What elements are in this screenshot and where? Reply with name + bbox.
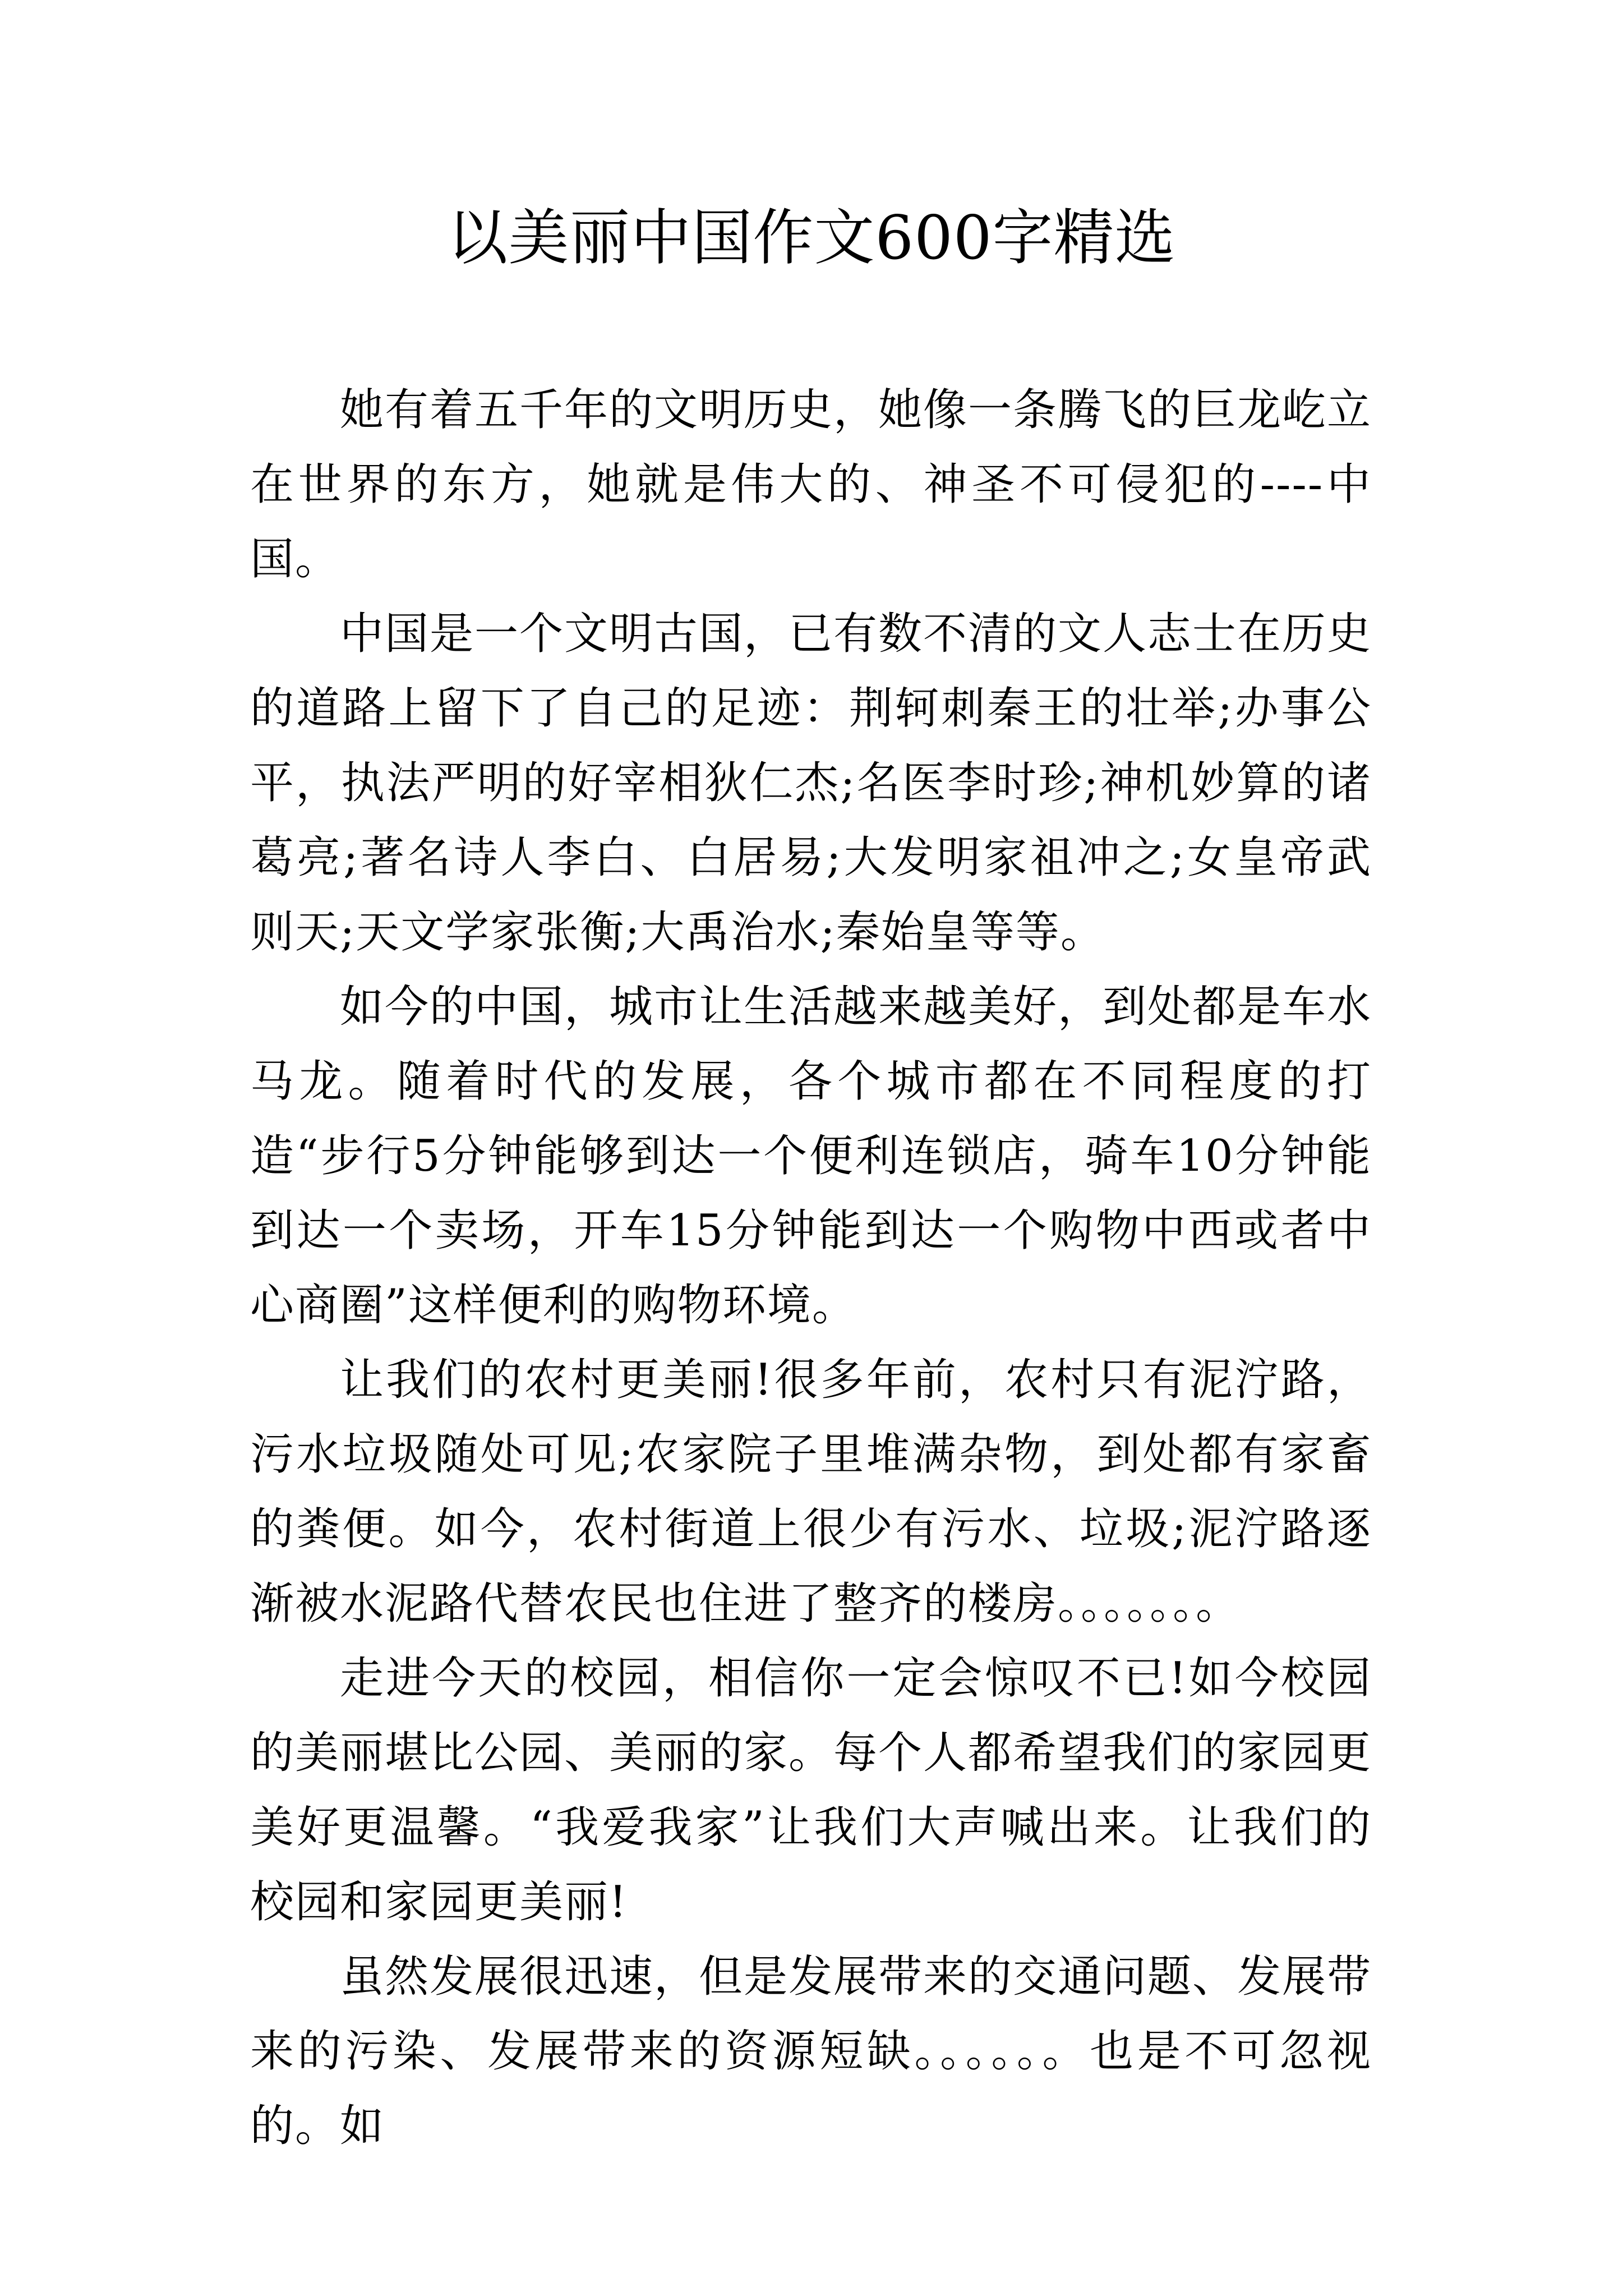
paragraph-2: 中国是一个文明古国，已有数不清的文人志士在历史的道路上留下了自己的足迹：荆轲刺秦王的壮举;办事公平，执法严明的好宰相狄仁杰;名医李时珍;神机妙算的诸葛亮;著名诗人李白、白居易;大发明家祖冲之;女皇帝武则天;天文学家张衡;大禹治水;秦始皇等等。: [250, 609, 1372, 958]
document-title: 以美丽中国作文600字精选: [447, 203, 1176, 273]
paragraph-4: 让我们的农村更美丽!很多年前，农村只有泥泞路，污水垃圾随处可见;农家院子里堆满杂物，到处都有家畜的粪便。如今，农村街道上很少有污水、垃圾;泥泞路逐渐被水泥路代替农民也住进了整齐的楼房。。。。。。。: [250, 1355, 1372, 1629]
paragraph-5: 走进今天的校园，相信你一定会惊叹不已!如今校园的美丽堪比公园、美丽的家。每个人都希望我们的家园更美好更温馨。“我爱我家”让我们大声喊出来。让我们的校园和家园更美丽!: [250, 1653, 1372, 1927]
paragraph-3: 如今的中国，城市让生活越来越美好，到处都是车水马龙。随着时代的发展，各个城市都在不同程度的打造“步行5分钟能够到达一个便利连锁店，骑车10分钟能到达一个卖场，开车15分钟能到达一个购物中西或者中心商圈”这样便利的购物环境。: [250, 982, 1372, 1331]
document-body: [250, 373, 1372, 2164]
paragraph-1: 她有着五千年的文明历史，她像一条腾飞的巨龙屹立在世界的东方，她就是伟大的、神圣不可侵犯的----中国。: [250, 385, 1372, 585]
paragraph-6: 虽然发展很迅速，但是发展带来的交通问题、发展带来的污染、发展带来的资源短缺。。。。。。也是不可忽视的。如: [250, 1952, 1372, 2151]
